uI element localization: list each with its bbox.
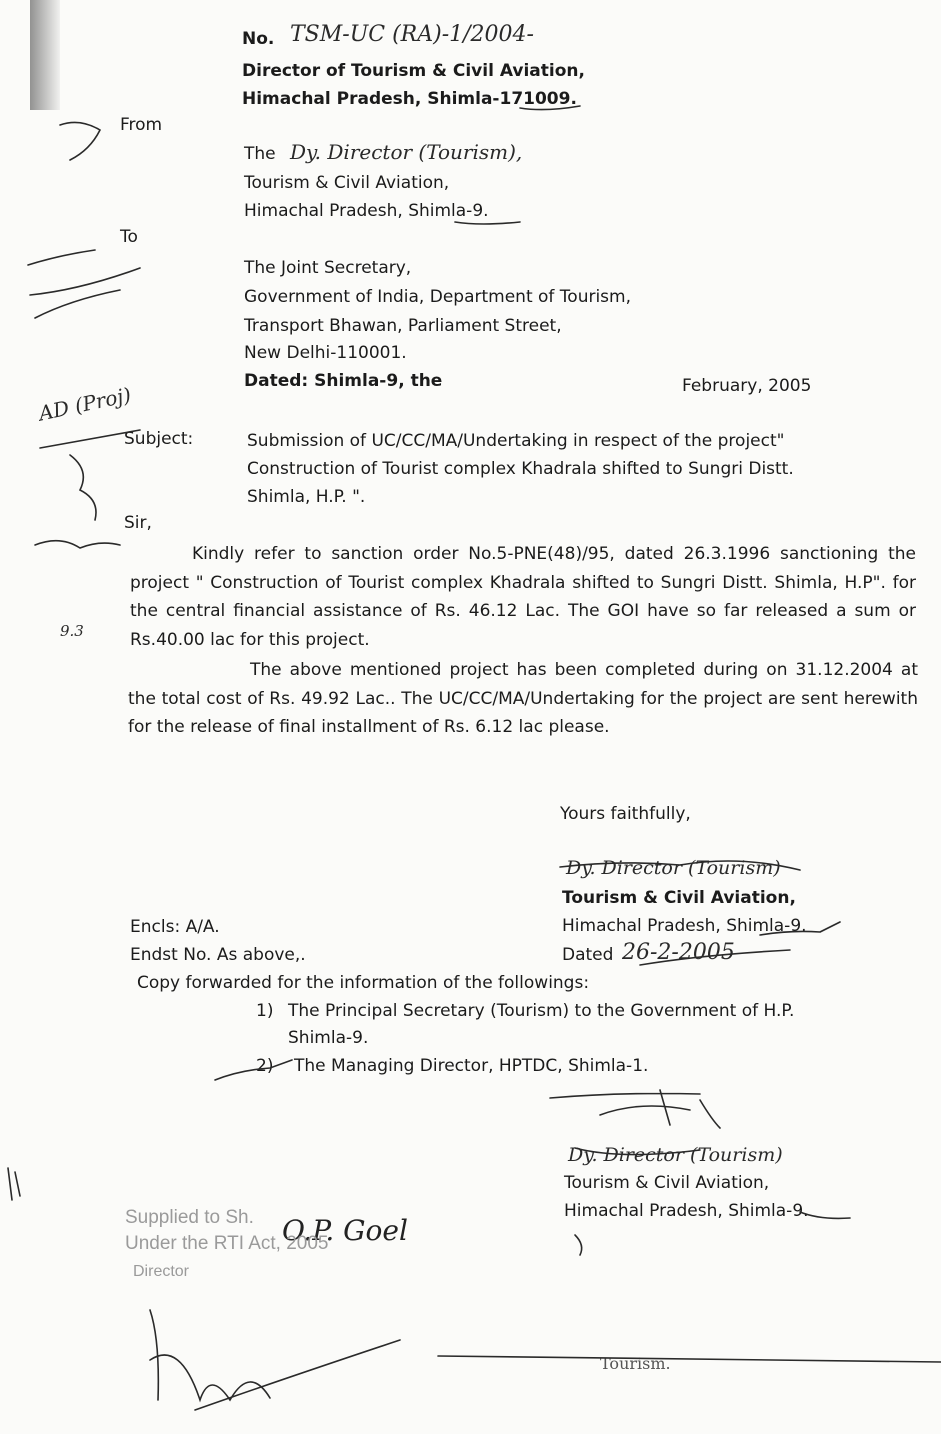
header-org-line2: Himachal Pradesh, Shimla-171009. xyxy=(242,89,577,109)
to-line3: Transport Bhawan, Parliament Street, xyxy=(244,316,562,336)
rti-stamp-line3: Director xyxy=(133,1263,190,1280)
body-paragraph-2: The above mentioned project has been completed during on 31.12.2004 at the total cost of Rs. 49.92 Lac.. The UC/CC/MA/Undertaking for the project are sent herewith for the release of final installment of Rs. 6.12 lac please. xyxy=(128,660,918,737)
reference-no-label: No. xyxy=(242,29,275,49)
signature-line2: Himachal Pradesh, Shimla-9. xyxy=(562,916,807,936)
to-line1: The Joint Secretary, xyxy=(244,258,412,278)
to-label: To xyxy=(120,227,138,247)
to-line2: Government of India, Department of Tourism, xyxy=(244,287,632,307)
endst: Endst No. As above,. xyxy=(130,945,306,965)
encls: Encls: A/A. xyxy=(130,917,220,937)
copy-intro: Copy forwarded for the information of the followings: xyxy=(137,973,590,993)
underline-mark xyxy=(520,106,580,110)
from-line3: Himachal Pradesh, Shimla-9. xyxy=(244,201,489,221)
rti-handwritten-name: O.P. Goel xyxy=(282,1214,408,1247)
signature-line1: Tourism & Civil Aviation, xyxy=(562,888,796,908)
signature-dated-handwritten: 26-2-2005 xyxy=(622,940,735,965)
body-paragraph-1: Kindly refer to sanction order No.5-PNE(48)/95, dated 26.3.1996 sanctioning the project " Construction of Tourist complex Khadrala shifted to Sungri Distt. Shimla, H.P". for the central financial assistance of Rs. 46.12 Lac. The GOI have so far released a sum or Rs.40.00 lac for this project. xyxy=(130,544,916,650)
subject-line3: Shimla, H.P. ". xyxy=(247,487,366,507)
signature2-handwritten-title: Dy. Director (Tourism) xyxy=(568,1144,783,1166)
from-line1-prefix: The xyxy=(244,144,276,164)
dated-label: Dated: Shimla-9, the xyxy=(244,371,443,391)
margin-note-date: 9.3 xyxy=(60,622,84,640)
to-line4: New Delhi-110001. xyxy=(244,343,407,363)
from-line1-handwritten: Dy. Director (Tourism), xyxy=(290,140,523,164)
copy-item2-text: The Managing Director, HPTDC, Shimla-1. xyxy=(294,1056,649,1076)
rti-stamp-line1: Supplied to Sh. xyxy=(125,1207,254,1228)
signature2-line2: Himachal Pradesh, Shimla-9. xyxy=(564,1201,809,1221)
dated-month: February, 2005 xyxy=(682,376,812,396)
margin-note-ad: AD (Proj) xyxy=(36,382,134,426)
subject-line2: Construction of Tourist complex Khadrala shifted to Sungri Distt. xyxy=(247,459,794,479)
closing: Yours faithfully, xyxy=(560,804,691,824)
signature2-line1: Tourism & Civil Aviation, xyxy=(564,1173,770,1193)
subject-line1: Submission of UC/CC/MA/Undertaking in respect of the project" xyxy=(247,431,785,451)
copy-item1-line2: Shimla-9. xyxy=(288,1028,369,1048)
reference-no-handwritten: TSM-UC (RA)-1/2004- xyxy=(290,22,534,47)
copy-item1-num: 1) xyxy=(256,1001,274,1021)
rti-stamp-line2: Under the RTI Act, 2005 xyxy=(125,1233,329,1254)
salutation: Sir, xyxy=(124,513,152,533)
footer-faint-text: Tourism. xyxy=(600,1354,671,1373)
copy-item1-line1: The Principal Secretary (Tourism) to the Government of H.P. xyxy=(288,1001,795,1021)
signature-dated-label: Dated xyxy=(562,945,614,965)
subject-label: Subject: xyxy=(124,429,194,449)
copy-item2-num: 2) xyxy=(256,1056,274,1076)
from-label: From xyxy=(120,115,163,135)
from-line2: Tourism & Civil Aviation, xyxy=(244,173,450,193)
signature-handwritten-title: Dy. Director (Tourism) xyxy=(566,857,781,879)
header-org-line1: Director of Tourism & Civil Aviation, xyxy=(242,61,585,81)
